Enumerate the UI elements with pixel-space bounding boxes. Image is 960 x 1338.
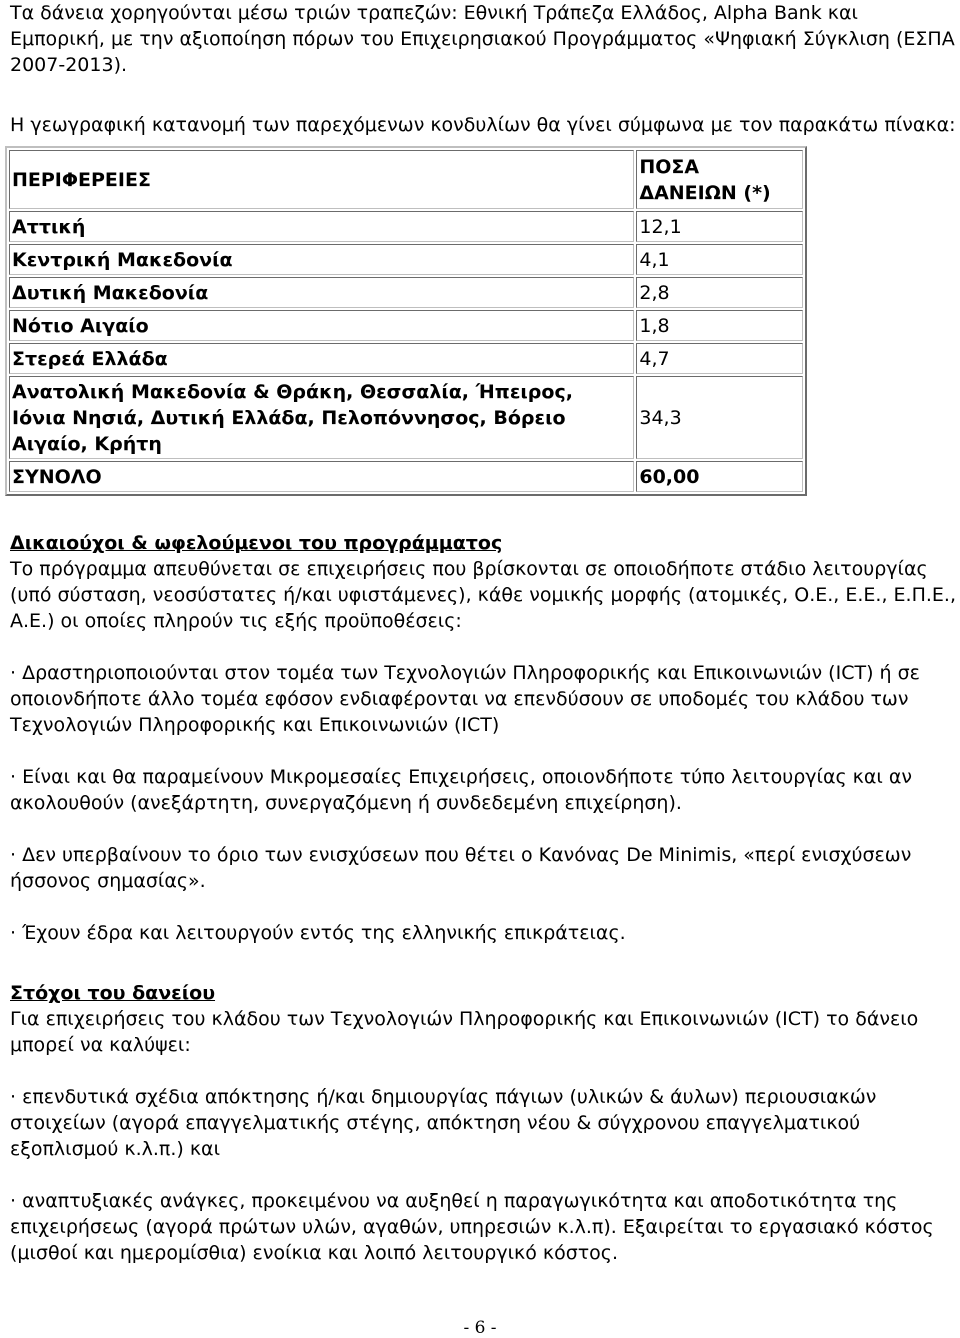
list-item: · Δραστηριοποιούνται στον τομέα των Τεχνολογιών Πληροφορικής και Επικοινωνιών (ICT) ή σε οποιονδήποτε άλλο τομέα εφόσον ενδιαφέρονται να επενδύσουν σε υποδομές του κλάδου των Τεχνολογιών Πληροφορικής και Επικοινωνιών (ICT) bbox=[10, 662, 920, 736]
list-item: · Δεν υπερβαίνουν το όριο των ενισχύσεων που θέτει ο Κανόνας De Minimis, «περί ενισχύσεων ήσσονος σημασίας». bbox=[10, 844, 912, 892]
total-label: ΣΥΝΟΛΟ bbox=[9, 461, 634, 492]
goals-heading: Στόχοι του δανείου bbox=[10, 982, 216, 1004]
funding-paragraph: Τα δάνεια χορηγούνται μέσω τριών τραπεζών: Εθνική Τράπεζα Ελλάδος, Alpha Bank και Εμπορική, με την αξιοποίηση πόρων του Επιχειρησιακού Προγράμματος «Ψηφιακή Σύγκλιση (ΕΣΠΑ 2007-2013). bbox=[10, 2, 955, 76]
list-item: · Έχουν έδρα και λειτουργούν εντός της ελληνικής επικράτειας. bbox=[10, 922, 626, 944]
table-row bbox=[9, 244, 803, 275]
amount-cell: 34,3 bbox=[636, 376, 803, 459]
table-row bbox=[9, 211, 803, 242]
region-cell: Ανατολική Μακεδονία & Θράκη, Θεσσαλία, Ήπειρος, Ιόνια Νησιά, Δυτική Ελλάδα, Πελοπόννησος, Βόρειο Αιγαίο, Κρήτη bbox=[9, 376, 634, 459]
total-amount: 60,00 bbox=[636, 461, 803, 492]
amount-cell: 4,1 bbox=[636, 244, 803, 275]
region-cell: Δυτική Μακεδονία bbox=[9, 277, 634, 308]
header-loan-amounts: ΠΟΣΑ ΔΑΝΕΙΩΝ (*) bbox=[636, 150, 803, 209]
regions-table bbox=[5, 146, 807, 496]
amount-cell: 12,1 bbox=[636, 211, 803, 242]
region-cell: Στερεά Ελλάδα bbox=[9, 343, 634, 374]
table-header-row bbox=[9, 150, 803, 209]
list-item: · επενδυτικά σχέδια απόκτησης ή/και δημιουργίας πάγιων (υλικών & άυλων) περιουσιακών στοιχείων (αγορά επαγγελματικής στέγης, απόκτηση νέου & σύγχρονου επαγγελματικού εξοπλισμού κ.λ.π.) και bbox=[10, 1086, 877, 1160]
header-regions: ΠΕΡΙΦΕΡΕΙΕΣ bbox=[9, 150, 634, 209]
amount-cell: 4,7 bbox=[636, 343, 803, 374]
region-cell: Νότιο Αιγαίο bbox=[9, 310, 634, 341]
amount-cell: 2,8 bbox=[636, 277, 803, 308]
table-row bbox=[9, 376, 803, 459]
list-item: · Είναι και θα παραμείνουν Μικρομεσαίες Επιχειρήσεις, οποιονδήποτε τύπο λειτουργίας και αν ακολουθούν (ανεξάρτητη, συνεργαζόμενη ή συνδεδεμένη επιχείρηση). bbox=[10, 766, 913, 814]
goals-paragraph: Για επιχειρήσεις του κλάδου των Τεχνολογιών Πληροφορικής και Επικοινωνιών (ICT) το δάνειο μπορεί να καλύψει: bbox=[10, 1008, 919, 1056]
geo-distribution-paragraph: Η γεωγραφική κατανομή των παρεχόμενων κονδυλίων θα γίνει σύμφωνα με τον παρακάτω πίνακα: bbox=[10, 114, 956, 136]
document-page bbox=[10, 0, 958, 1266]
region-cell: Αττική bbox=[9, 211, 634, 242]
beneficiaries-heading: Δικαιούχοι & ωφελούμενοι του προγράμματος bbox=[10, 532, 503, 554]
beneficiaries-paragraph: Το πρόγραμμα απευθύνεται σε επιχειρήσεις που βρίσκονται σε οποιοδήποτε στάδιο λειτουργίας (υπό σύσταση, νεοσύστατες ή/και υφιστάμενες), κάθε νομικής μορφής (ατομικές, Ο.Ε., Ε.Ε., Ε.Π.Ε., Α.Ε.) οι οποίες πληρούν τις εξής προϋποθέσεις: bbox=[10, 558, 956, 632]
table-row bbox=[9, 277, 803, 308]
table-row bbox=[9, 310, 803, 341]
table-row bbox=[9, 343, 803, 374]
page-number: - 6 - bbox=[463, 1318, 497, 1338]
region-cell: Κεντρική Μακεδονία bbox=[9, 244, 634, 275]
list-item: · αναπτυξιακές ανάγκες, προκειμένου να αυξηθεί η παραγωγικότητα και αποδοτικότητα της επιχειρήσεως (αγορά πρώτων υλών, αγαθών, υπηρεσιών κ.λ.π). Εξαιρείται το εργασιακό κόστος (μισθοί και ημερομίσθια) ενοίκια και λοιπό λειτουργικό κόστος. bbox=[10, 1190, 934, 1264]
amount-cell: 1,8 bbox=[636, 310, 803, 341]
table-total-row bbox=[9, 461, 803, 492]
